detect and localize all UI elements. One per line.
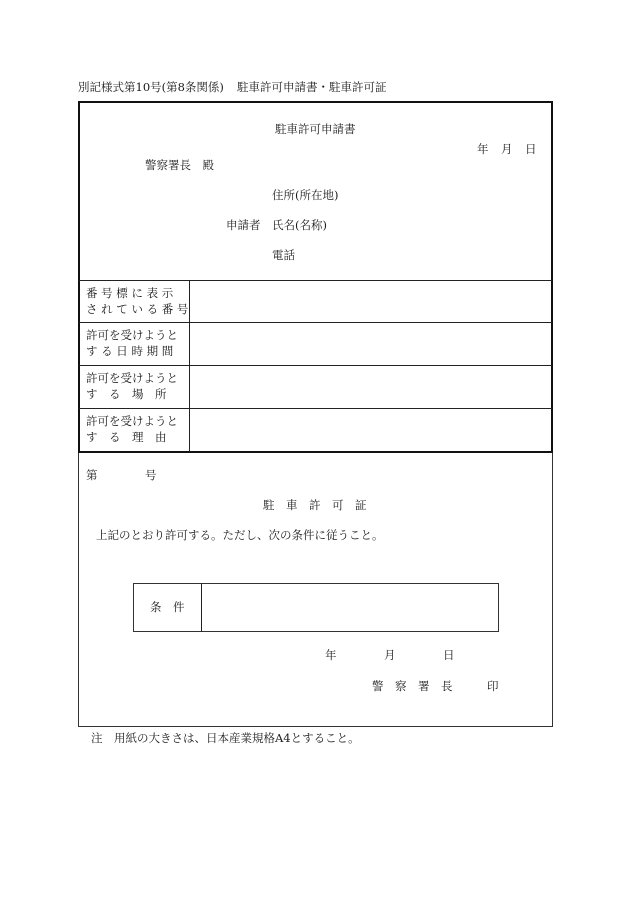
- form-number: 別記様式第10号(第8条関係): [78, 80, 224, 94]
- row-label-reason-2: す る 理 由: [86, 430, 167, 444]
- seal-mark: 印: [487, 679, 499, 693]
- row-label-plate-number-2: さ れ て い る 番 号: [86, 302, 189, 316]
- permit-date-month: 月: [384, 648, 396, 662]
- row-label-reason: 許可を受けようと: [86, 414, 178, 428]
- permit-date-day: 日: [443, 648, 455, 662]
- name-label: 氏名(名称): [272, 218, 327, 232]
- row-label-plate-number: 番 号 標 に 表 示: [86, 286, 174, 300]
- row-label-place: 許可を受けようと: [86, 371, 178, 385]
- footnote: 注 用紙の大きさは、日本産業規格A4とすること。: [91, 731, 360, 745]
- conditions-box: [133, 583, 499, 632]
- row-label-period: 許可を受けようと: [86, 328, 178, 342]
- row-label-period-2: す る 日 時 期 間: [86, 344, 174, 358]
- application-date-month: 月: [501, 142, 513, 156]
- application-date-year: 年: [477, 142, 489, 156]
- phone-label: 電話: [272, 248, 295, 262]
- conditions-divider: [201, 583, 202, 632]
- applicant-label: 申請者: [226, 218, 261, 232]
- application-title: 駐車許可申請書: [275, 122, 356, 136]
- addressee: 警察署長 殿: [145, 158, 214, 172]
- conditions-label: 条 件: [150, 600, 185, 614]
- permit-number-prefix: 第: [86, 468, 98, 482]
- table-row-divider: [79, 408, 552, 409]
- table-top-line: [79, 280, 552, 281]
- row-label-place-2: す る 場 所: [86, 387, 167, 401]
- form-title: 駐車許可申請書・駐車許可証: [237, 80, 387, 94]
- table-row-divider: [79, 322, 552, 323]
- permit-statement: 上記のとおり許可する。ただし、次の条件に従うこと。: [96, 528, 384, 542]
- issuer: 警 察 署 長: [372, 679, 453, 693]
- address-label: 住所(所在地): [272, 188, 339, 202]
- application-date-day: 日: [525, 142, 537, 156]
- permit-date-year: 年: [325, 648, 337, 662]
- permit-title: 駐 車 許 可 証: [263, 498, 367, 512]
- table-row-divider: [79, 365, 552, 366]
- permit-number-suffix: 号: [145, 468, 157, 482]
- table-column-divider: [189, 280, 190, 452]
